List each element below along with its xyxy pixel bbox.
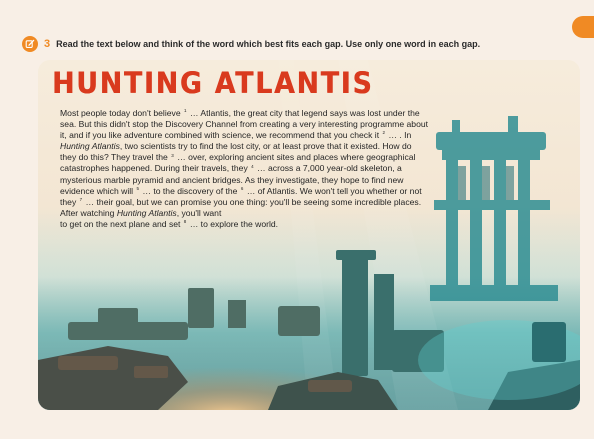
exercise-number: 3 xyxy=(44,38,51,50)
reading-card xyxy=(38,60,580,410)
exercise-instruction xyxy=(22,34,582,54)
article-paragraph xyxy=(60,108,430,219)
article-text: … Atlantis, the great city that legend says was lost under the sea. But this didn't stop the Discovery Channel from creating a very interesting programme about it, and if you like adventure combined with science, we recommend that you check it xyxy=(60,108,429,141)
gap-number-2: 2 xyxy=(382,130,385,136)
article-text: … their goal, but we can promise you one thing: you'll be seeing some incredible places. After watching xyxy=(60,196,422,218)
gap-number-5: 5 xyxy=(136,185,139,191)
programme-title: Hunting Atlantis xyxy=(116,207,177,218)
article-text: … across a 7,000 year-old skeleton, a mysterious marble pyramid and ancient bridges. As they investigate, they hope to find new evidence which will xyxy=(60,163,404,196)
gap-number-1: 1 xyxy=(184,108,187,114)
programme-title: Hunting Atlantis xyxy=(60,141,120,152)
article-text: to get on the next plane and set xyxy=(60,218,183,229)
gap-number-3: 3 xyxy=(171,152,174,158)
edit-icon[interactable] xyxy=(22,36,38,52)
article-text: , you'll want xyxy=(176,207,222,218)
article-text: … to the discovery of the xyxy=(139,185,240,196)
article-text: … to explore the world. xyxy=(187,218,279,229)
gap-number-4: 4 xyxy=(251,163,254,169)
article-text: Most people today don't believe xyxy=(60,108,183,118)
article-title: HUNTING ATLANTIS xyxy=(52,66,374,100)
article-body xyxy=(60,108,430,230)
gap-number-8: 8 xyxy=(183,219,187,225)
gap-number-6: 6 xyxy=(240,185,244,191)
gap-number-7: 7 xyxy=(79,196,83,202)
article-text: … . In xyxy=(386,130,412,141)
article-text: … over, exploring ancient sites and places where geographical catastrophes happened. During their travels, they xyxy=(60,152,416,174)
article-text: , two scientists try to find the lost city, or at least prove that it existed. How do they do this? They travel the xyxy=(60,141,412,163)
article-paragraph-end xyxy=(60,219,430,230)
article-text: … of Atlantis. We won't tell you whether or not they xyxy=(60,185,422,207)
exercise-instruction-text: Read the text below and think of the word which best fits each gap. Use only one word in each gap. xyxy=(56,39,481,49)
